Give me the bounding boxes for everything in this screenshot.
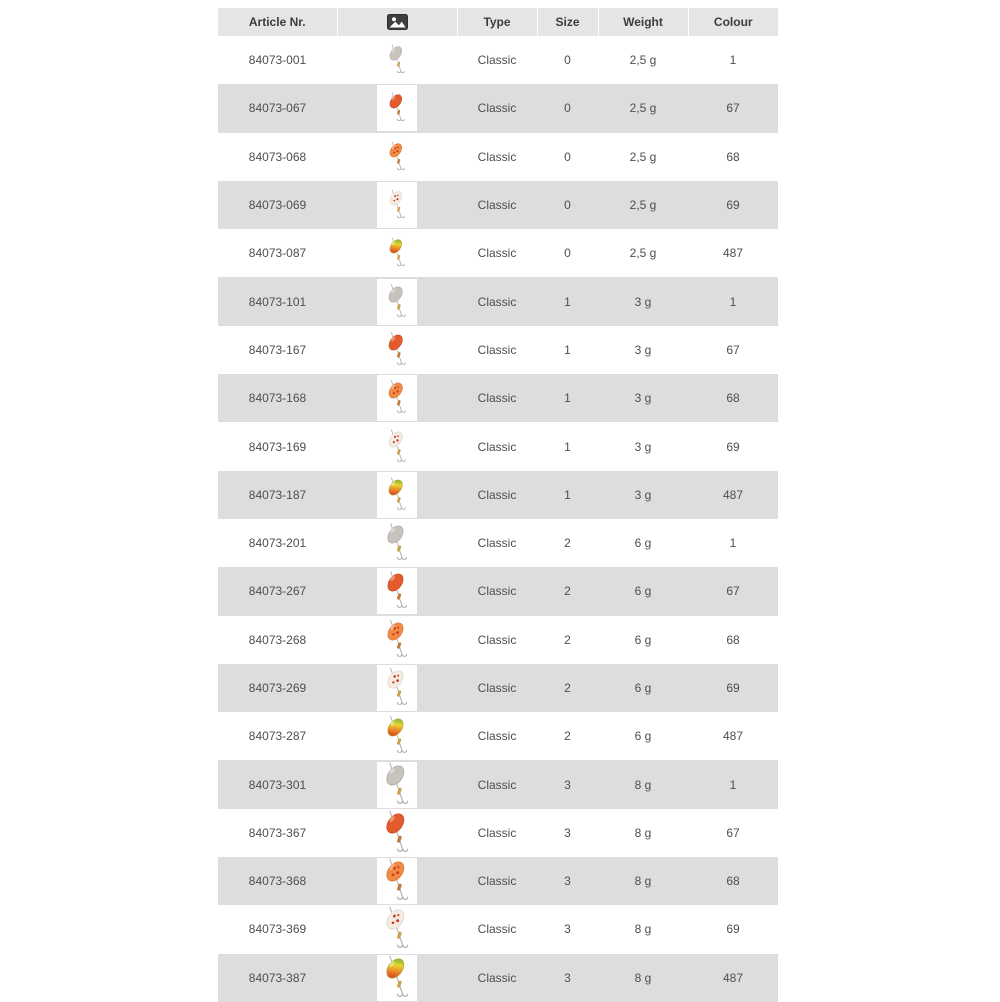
weight-cell: 6 g <box>634 536 652 551</box>
weight-cell: 6 g <box>634 681 652 695</box>
product-thumbnail[interactable] <box>377 279 417 325</box>
lure-image-white-dots <box>377 906 417 952</box>
table-row[interactable] <box>218 712 778 760</box>
product-thumbnail[interactable] <box>377 713 417 759</box>
lure-image-orange-dots <box>377 858 417 904</box>
lure-image-firetiger <box>377 713 417 759</box>
product-thumbnail[interactable] <box>377 37 417 83</box>
size-cell: 3 <box>564 970 571 985</box>
column-header-size <box>537 8 598 36</box>
article-number-cell: 84073-101 <box>248 294 307 309</box>
size-cell: 1 <box>564 439 571 454</box>
column-header-colour-label: Colour <box>713 15 753 29</box>
type-cell: Classic <box>477 342 517 357</box>
colour-cell: 68 <box>726 874 740 889</box>
image-cell <box>337 422 457 470</box>
product-table-container <box>218 8 778 1002</box>
lure-image-firetiger <box>377 472 417 518</box>
image-cell <box>337 616 457 664</box>
type-cell: Classic <box>477 391 517 406</box>
weight-cell: 8 g <box>634 970 652 985</box>
image-cell <box>337 133 457 181</box>
column-header-size-label: Size <box>555 15 580 29</box>
table-row[interactable] <box>218 664 778 712</box>
colour-cell: 68 <box>726 149 740 164</box>
type-cell: Classic <box>477 149 517 164</box>
table-body <box>218 36 778 1002</box>
type-cell: Classic <box>477 632 517 647</box>
size-cell: 0 <box>564 246 571 261</box>
lure-image-white-dots <box>377 424 417 470</box>
size-cell: 2 <box>564 536 571 551</box>
column-header-article <box>218 8 337 36</box>
image-cell <box>337 36 457 84</box>
image-cell <box>337 664 457 712</box>
weight-cell: 8 g <box>634 825 652 840</box>
size-cell: 2 <box>564 729 571 744</box>
colour-cell: 67 <box>726 101 740 116</box>
lure-image-red <box>377 810 417 856</box>
table-row[interactable] <box>218 760 778 808</box>
weight-cell: 3 g <box>634 487 652 502</box>
colour-cell: 69 <box>726 681 740 695</box>
lure-image-white-dots <box>377 665 417 711</box>
image-cell <box>337 229 457 277</box>
table-row[interactable] <box>218 277 778 325</box>
table-header <box>218 8 778 36</box>
table-row[interactable] <box>218 36 778 84</box>
weight-cell: 8 g <box>634 922 652 937</box>
lure-image-silver <box>377 762 417 808</box>
size-cell: 0 <box>564 149 571 164</box>
colour-cell: 69 <box>726 922 740 937</box>
size-cell: 2 <box>564 584 571 599</box>
table-row[interactable] <box>218 374 778 422</box>
table-row[interactable] <box>218 616 778 664</box>
image-cell <box>337 567 457 615</box>
colour-cell: 487 <box>722 246 744 261</box>
image-cell <box>337 760 457 808</box>
article-number-cell: 84073-069 <box>248 198 307 213</box>
colour-cell: 1 <box>729 536 737 551</box>
image-cell <box>337 181 457 229</box>
type-cell: Classic <box>477 777 517 792</box>
weight-cell: 2,5 g <box>629 101 657 116</box>
article-number-cell: 84073-187 <box>248 487 307 502</box>
image-cell <box>337 905 457 953</box>
size-cell: 2 <box>564 681 571 695</box>
product-thumbnail[interactable] <box>377 858 417 904</box>
table-row[interactable] <box>218 954 778 1002</box>
product-thumbnail[interactable] <box>377 375 417 421</box>
type-cell: Classic <box>477 922 517 937</box>
colour-cell: 1 <box>729 53 737 68</box>
weight-cell: 2,5 g <box>629 53 657 68</box>
article-number-cell: 84073-169 <box>248 439 307 454</box>
colour-cell: 487 <box>722 970 744 985</box>
image-cell <box>337 519 457 567</box>
product-thumbnail[interactable] <box>377 906 417 952</box>
table-row[interactable] <box>218 519 778 567</box>
image-cell <box>337 374 457 422</box>
size-cell: 3 <box>564 874 571 889</box>
article-number-cell: 84073-368 <box>248 874 307 889</box>
size-cell: 1 <box>564 391 571 406</box>
product-thumbnail[interactable] <box>377 472 417 518</box>
table-row[interactable] <box>218 133 778 181</box>
weight-cell: 3 g <box>634 294 652 309</box>
size-cell: 0 <box>564 101 571 116</box>
article-number-cell: 84073-267 <box>248 584 307 599</box>
image-cell <box>337 84 457 132</box>
product-thumbnail[interactable] <box>377 617 417 663</box>
type-cell: Classic <box>477 198 517 213</box>
type-cell: Classic <box>477 970 517 985</box>
weight-cell: 2,5 g <box>629 149 657 164</box>
lure-image-red <box>377 85 417 131</box>
type-cell: Classic <box>477 584 517 599</box>
article-number-cell: 84073-269 <box>248 681 307 695</box>
product-thumbnail[interactable] <box>377 520 417 566</box>
product-thumbnail[interactable] <box>377 230 417 276</box>
type-cell: Classic <box>477 874 517 889</box>
table-row[interactable] <box>218 84 778 132</box>
table-row[interactable] <box>218 326 778 374</box>
lure-image-orange-dots <box>377 375 417 421</box>
article-number-cell: 84073-167 <box>248 342 307 357</box>
weight-cell: 6 g <box>634 632 652 647</box>
colour-cell: 69 <box>726 198 740 213</box>
table-row[interactable] <box>218 567 778 615</box>
weight-cell: 3 g <box>634 391 652 406</box>
table-row[interactable] <box>218 905 778 953</box>
type-cell: Classic <box>477 246 517 261</box>
product-thumbnail[interactable] <box>377 762 417 808</box>
type-cell: Classic <box>477 681 517 695</box>
lure-image-silver <box>377 520 417 566</box>
image-icon <box>387 14 408 30</box>
size-cell: 2 <box>564 632 571 647</box>
table-row[interactable] <box>218 809 778 857</box>
image-cell <box>337 471 457 519</box>
article-number-cell: 84073-068 <box>248 149 307 164</box>
image-cell <box>337 954 457 1002</box>
image-cell <box>337 712 457 760</box>
product-thumbnail[interactable] <box>377 85 417 131</box>
type-cell: Classic <box>477 439 517 454</box>
size-cell: 3 <box>564 922 571 937</box>
size-cell: 1 <box>564 342 571 357</box>
product-thumbnail[interactable] <box>377 327 417 373</box>
column-header-colour <box>688 8 778 36</box>
weight-cell: 6 g <box>634 584 652 599</box>
colour-cell: 1 <box>729 294 737 309</box>
image-cell <box>337 326 457 374</box>
table-row[interactable] <box>218 229 778 277</box>
size-cell: 0 <box>564 198 571 213</box>
column-header-type <box>457 8 537 36</box>
product-thumbnail[interactable] <box>377 134 417 180</box>
article-number-cell: 84073-268 <box>248 632 307 647</box>
lure-image-white-dots <box>377 182 417 228</box>
table-row[interactable] <box>218 471 778 519</box>
colour-cell: 69 <box>726 439 740 454</box>
product-table <box>218 8 778 1002</box>
colour-cell: 68 <box>726 632 740 647</box>
lure-image-firetiger <box>377 230 417 276</box>
column-header-type-label: Type <box>483 15 511 29</box>
product-thumbnail[interactable] <box>377 665 417 711</box>
article-number-cell: 84073-168 <box>248 391 307 406</box>
size-cell: 3 <box>564 825 571 840</box>
column-header-weight-label: Weight <box>623 15 663 29</box>
colour-cell: 67 <box>726 342 740 357</box>
article-number-cell: 84073-301 <box>248 777 307 792</box>
size-cell: 0 <box>564 53 571 68</box>
colour-cell: 487 <box>722 487 744 502</box>
type-cell: Classic <box>477 53 517 68</box>
type-cell: Classic <box>477 487 517 502</box>
colour-cell: 67 <box>726 584 740 599</box>
weight-cell: 2,5 g <box>629 246 657 261</box>
table-row[interactable] <box>218 181 778 229</box>
lure-image-silver <box>377 279 417 325</box>
column-header-weight <box>598 8 688 36</box>
article-number-cell: 84073-367 <box>248 825 307 840</box>
size-cell: 3 <box>564 777 571 792</box>
lure-image-silver <box>377 37 417 83</box>
article-number-cell: 84073-369 <box>248 922 307 937</box>
article-number-cell: 84073-001 <box>248 53 307 68</box>
weight-cell: 6 g <box>634 729 652 744</box>
lure-image-red <box>377 568 417 614</box>
article-number-cell: 84073-087 <box>248 246 307 261</box>
colour-cell: 487 <box>722 729 744 744</box>
weight-cell: 8 g <box>634 777 652 792</box>
article-number-cell: 84073-201 <box>248 536 307 551</box>
colour-cell: 68 <box>726 391 740 406</box>
product-thumbnail[interactable] <box>377 424 417 470</box>
lure-image-orange-dots <box>377 617 417 663</box>
lure-image-red <box>377 327 417 373</box>
weight-cell: 3 g <box>634 342 652 357</box>
colour-cell: 67 <box>726 825 740 840</box>
weight-cell: 3 g <box>634 439 652 454</box>
product-thumbnail[interactable] <box>377 182 417 228</box>
product-thumbnail[interactable] <box>377 955 417 1001</box>
colour-cell: 1 <box>729 777 737 792</box>
weight-cell: 2,5 g <box>629 198 657 213</box>
size-cell: 1 <box>564 487 571 502</box>
table-row[interactable] <box>218 422 778 470</box>
article-number-cell: 84073-067 <box>248 101 307 116</box>
lure-image-firetiger <box>377 955 417 1001</box>
type-cell: Classic <box>477 825 517 840</box>
type-cell: Classic <box>477 101 517 116</box>
product-thumbnail[interactable] <box>377 568 417 614</box>
column-header-image <box>337 8 457 36</box>
type-cell: Classic <box>477 294 517 309</box>
type-cell: Classic <box>477 536 517 551</box>
size-cell: 1 <box>564 294 571 309</box>
article-number-cell: 84073-287 <box>248 729 307 744</box>
lure-image-orange-dots <box>377 134 417 180</box>
table-row[interactable] <box>218 857 778 905</box>
product-thumbnail[interactable] <box>377 810 417 856</box>
article-number-cell: 84073-387 <box>248 970 307 985</box>
column-header-article-label: Article Nr. <box>248 15 306 29</box>
image-cell <box>337 809 457 857</box>
type-cell: Classic <box>477 729 517 744</box>
image-cell <box>337 857 457 905</box>
weight-cell: 8 g <box>634 874 652 889</box>
image-cell <box>337 277 457 325</box>
